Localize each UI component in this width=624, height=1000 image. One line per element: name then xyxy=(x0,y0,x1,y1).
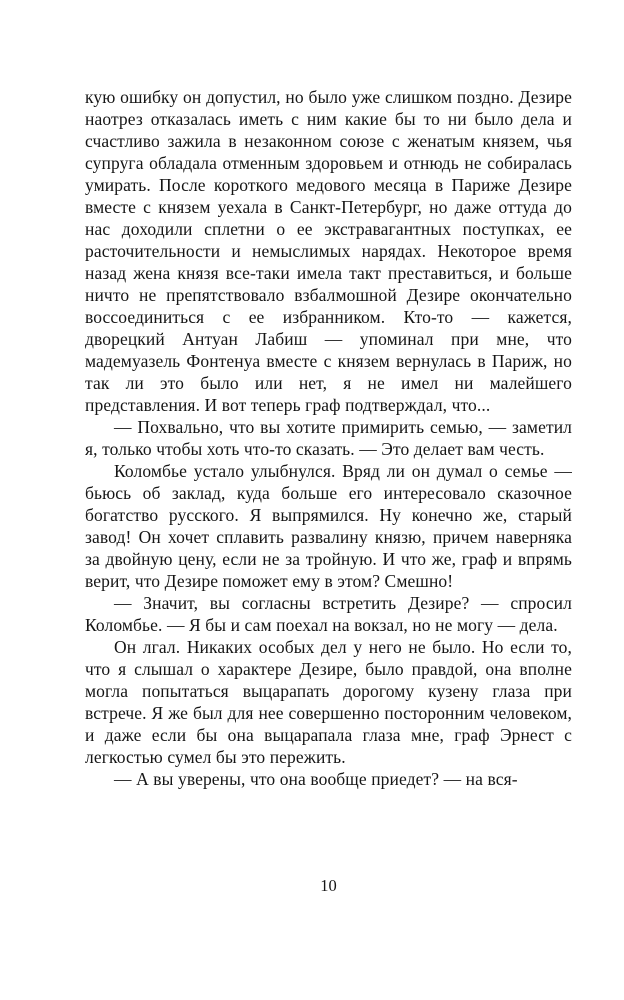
page-number: 10 xyxy=(320,876,337,895)
text-block xyxy=(85,86,572,790)
paragraph: Он лгал. Никаких особых дел у него не было. Но если то, что я слышал о характере Дезире, было правдой, она вполне могла попытаться выцарапать дорогому кузену глаза при встрече. Я же был для нее совершенно посторонним человеком, и даже если бы она выцарапала глаза мне, граф Эрнест с легкостью сумел бы это пережить. xyxy=(85,637,572,767)
paragraph: — Значит, вы согласны встретить Дезире? — спросил Коломбье. — Я бы и сам поехал на вокзал, но не могу — дела. xyxy=(85,593,572,635)
paragraph: — А вы уверены, что она вообще приедет? — на вся- xyxy=(114,769,518,789)
paragraph: Коломбье устало улыбнулся. Вряд ли он думал о семье — бьюсь об заклад, куда больше его интересовало сказочное богатство русского. Я выпрямился. Ну конечно же, старый завод! Он хочет сплавить развалину князю, причем наверняка за двойную цену, если не за тройную. И что же, граф и впрямь верит, что Дезире поможет ему в этом? Смешно! xyxy=(85,461,572,591)
paragraph: — Похвально, что вы хотите примирить семью, — заметил я, только чтобы хоть что-то сказать. — Это делает вам честь. xyxy=(85,417,572,459)
paragraph: кую ошибку он допустил, но было уже слишком поздно. Дезире наотрез отказалась иметь с ним какие бы то ни было дела и счастливо зажила в незаконном союзе с женатым князем, чья супруга обладала отменным здоровьем и отнюдь не собиралась умирать. После короткого медового месяца в Париже Дезире вместе с князем уехала в Санкт-Петербург, но даже оттуда до нас доходили сплетни о ее экстравагантных поступках, ее расточительности и немыслимых нарядах. Некоторое время назад жена князя все-таки имела такт преставиться, и больше ничто не препятствовало взбалмошной Дезире окончательно воссоединиться с ее избранником. Кто-то — кажется, дворецкий Антуан Лабиш — упоминал при мне, что мадемуазель Фонтенуа вместе с князем вернулась в Париж, но так ли это было или нет, я не имел ни малейшего представления. И вот теперь граф подтверждал, что... xyxy=(85,87,572,415)
